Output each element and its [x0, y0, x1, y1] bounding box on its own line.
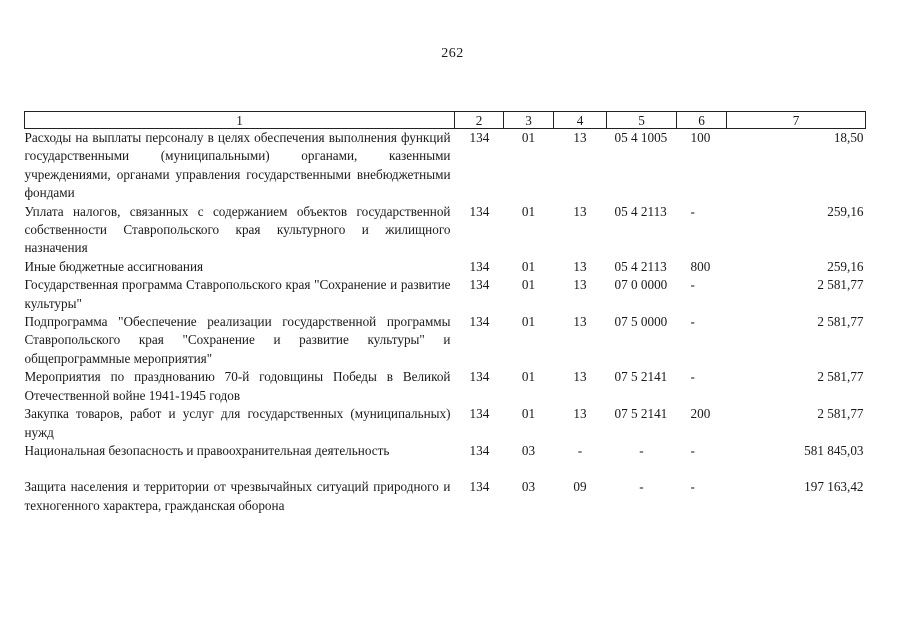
row-expense-type-code: -: [690, 479, 695, 495]
row-amount: 2 581,77: [817, 314, 864, 330]
row-expense-type-code: -: [690, 369, 695, 385]
table-row: [25, 313, 866, 368]
row-section-code: 01: [521, 406, 536, 422]
table-row: [25, 405, 866, 442]
row-ministry-code: 134: [469, 314, 490, 330]
row-subsection-code: 13: [573, 203, 587, 219]
row-name: Расходы на выплаты персоналу в целях обеспечения выполнения функций государственными (муниципальными) органами, казенными учреждениями, органами управления государственными внебюджетными фондами: [24, 130, 451, 201]
table-row: [25, 478, 866, 515]
row-amount: 259,16: [827, 258, 864, 274]
row-target-code: 07 5 2141: [614, 369, 668, 385]
row-amount: 2 581,77: [817, 406, 864, 422]
row-ministry-code: 134: [469, 442, 490, 458]
header-col-2: 2: [455, 112, 504, 129]
row-ministry-code: 134: [469, 203, 490, 219]
table-row: [25, 203, 866, 258]
row-name: Уплата налогов, связанных с содержанием объектов государственной собственности Ставропольского края культурного и жилищного назначения: [24, 203, 451, 256]
row-expense-type-code: -: [690, 203, 695, 219]
row-ministry-code: 134: [469, 277, 490, 293]
header-col-3: 3: [504, 112, 554, 129]
row-subsection-code: 13: [573, 258, 587, 274]
budget-table: [24, 111, 866, 515]
row-name: Подпрограмма "Обеспечение реализации государственной программы Ставропольского края "Сохранение и развитие культуры" и общепрограммные мероприятия": [24, 314, 451, 366]
row-ministry-code: 134: [469, 258, 490, 274]
row-ministry-code: 134: [469, 130, 490, 145]
row-target-code: 05 4 2113: [614, 258, 667, 274]
row-name: Защита населения и территории от чрезвычайных ситуаций природного и техногенного характера, гражданская оборона: [24, 479, 451, 513]
row-amount: 259,16: [827, 203, 864, 219]
row-amount: 18,50: [833, 130, 864, 145]
row-section-code: 03: [521, 479, 536, 495]
table-row: [25, 368, 866, 405]
row-ministry-code: 134: [469, 369, 490, 385]
table-row: [25, 129, 866, 203]
header-col-7: 7: [727, 112, 866, 129]
row-amount: 2 581,77: [817, 369, 864, 385]
row-ministry-code: 134: [469, 479, 490, 495]
table-header-row: [25, 112, 866, 129]
row-subsection-code: 13: [573, 277, 587, 293]
header-col-1: 1: [25, 112, 455, 129]
row-section-code: 03: [521, 442, 536, 458]
row-target-code: -: [639, 442, 644, 458]
row-name: Мероприятия по празднованию 70-й годовщины Победы в Великой Отечественной войне 1941-1945 годов: [24, 369, 451, 403]
row-amount: 2 581,77: [817, 277, 864, 293]
row-amount: 197 163,42: [804, 479, 864, 495]
row-name: Иные бюджетные ассигнования: [24, 258, 204, 274]
row-target-code: 05 4 2113: [614, 203, 667, 219]
row-expense-type-code: -: [690, 442, 695, 458]
row-expense-type-code: 200: [690, 406, 711, 422]
row-ministry-code: 134: [469, 406, 490, 422]
header-col-6: 6: [677, 112, 727, 129]
table-row: [25, 258, 866, 276]
row-subsection-code: 13: [573, 406, 587, 422]
row-subsection-code: 13: [573, 130, 587, 145]
row-amount: 581 845,03: [804, 442, 864, 458]
row-section-code: 01: [521, 130, 536, 145]
row-target-code: 07 0 0000: [614, 277, 668, 293]
row-subsection-code: 13: [573, 314, 587, 330]
row-expense-type-code: 100: [690, 130, 711, 145]
row-section-code: 01: [521, 314, 536, 330]
row-target-code: 05 4 1005: [614, 130, 668, 145]
row-name: Государственная программа Ставропольского края "Сохранение и развитие культуры": [24, 277, 451, 311]
row-target-code: 07 5 0000: [614, 314, 668, 330]
row-name: Закупка товаров, работ и услуг для государственных (муниципальных) нужд: [24, 406, 451, 440]
row-expense-type-code: 800: [690, 258, 711, 274]
table-row: [25, 442, 866, 478]
row-target-code: -: [639, 479, 644, 495]
page-number: 262: [441, 46, 464, 61]
row-name: Национальная безопасность и правоохранительная деятельность: [24, 442, 390, 458]
row-expense-type-code: -: [690, 277, 695, 293]
header-col-5: 5: [607, 112, 677, 129]
row-expense-type-code: -: [690, 314, 695, 330]
row-subsection-code: 09: [573, 479, 587, 495]
row-section-code: 01: [521, 258, 536, 274]
table-row: [25, 276, 866, 313]
header-col-4: 4: [554, 112, 607, 129]
row-section-code: 01: [521, 277, 536, 293]
row-subsection-code: 13: [573, 369, 587, 385]
row-section-code: 01: [521, 203, 536, 219]
row-target-code: 07 5 2141: [614, 406, 668, 422]
row-subsection-code: -: [577, 442, 583, 458]
row-section-code: 01: [521, 369, 536, 385]
